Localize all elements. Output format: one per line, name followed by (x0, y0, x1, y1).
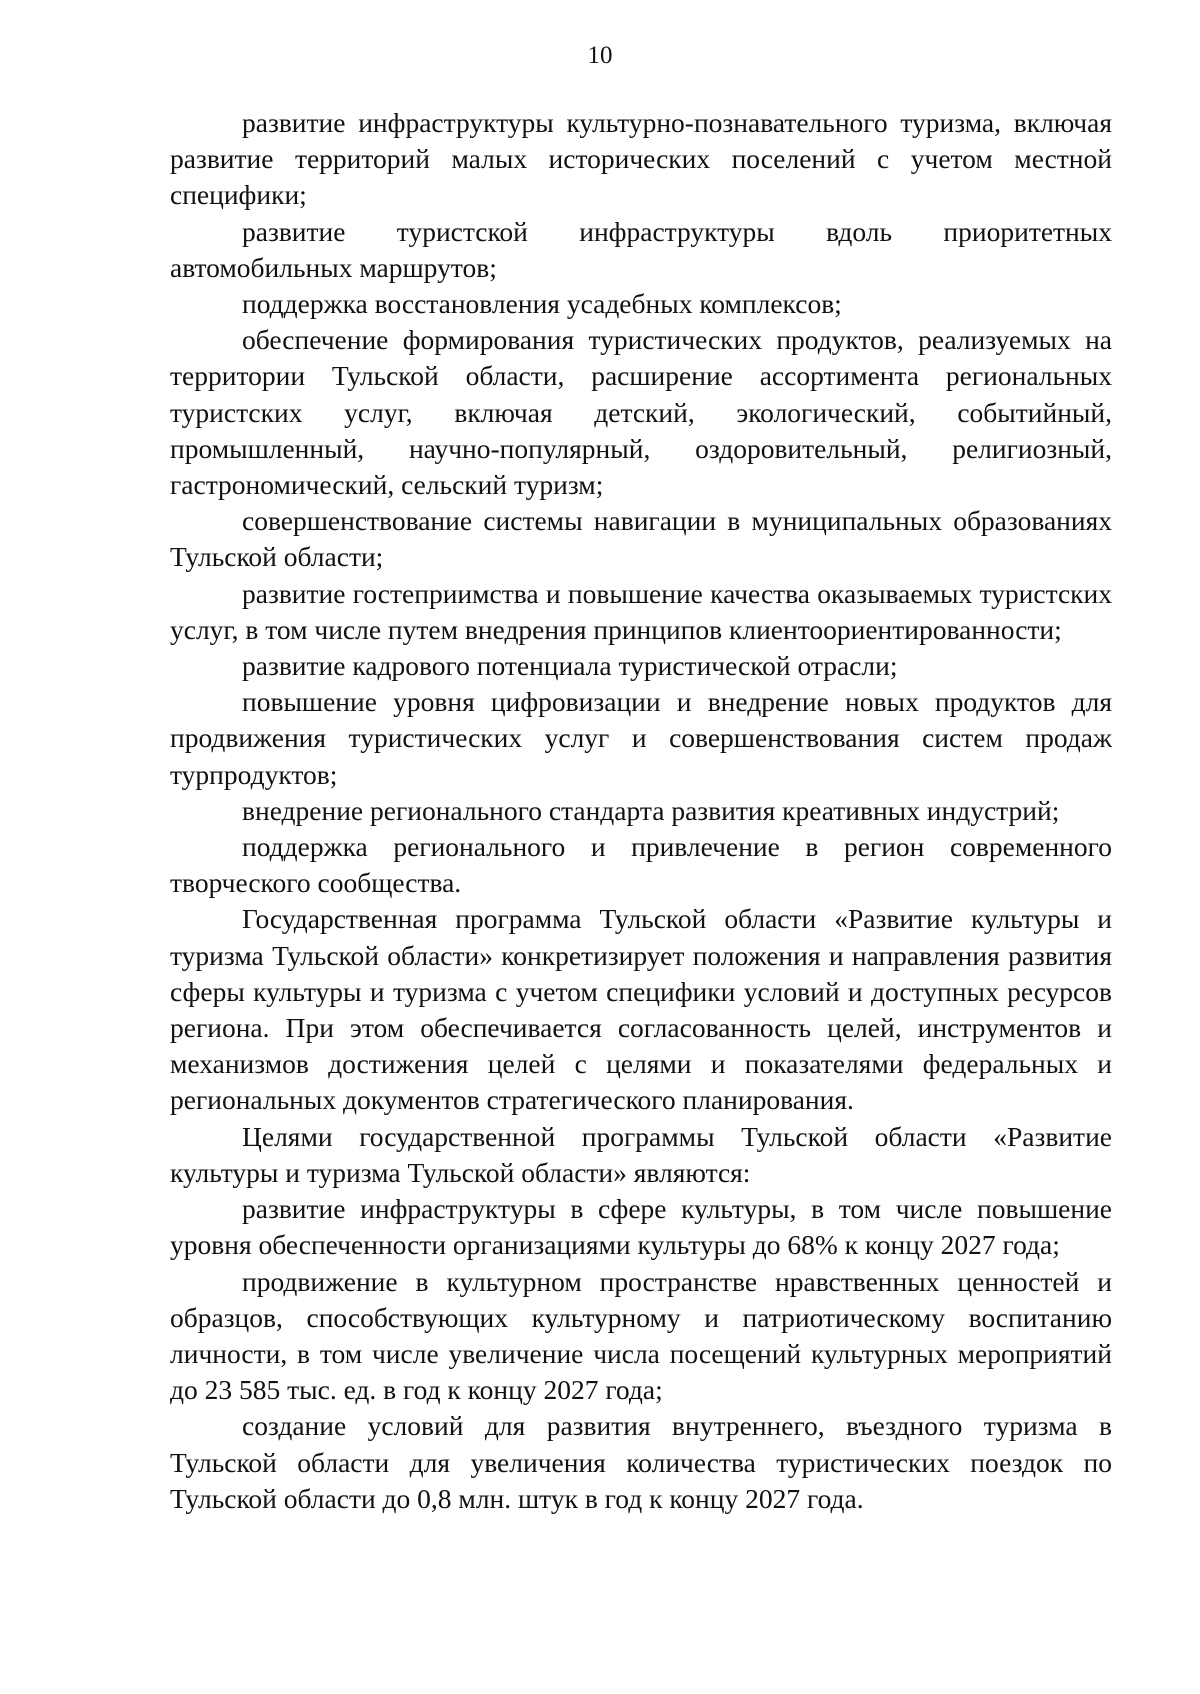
paragraph-9: внедрение регионального стандарта развития креативных индустрий; (242, 794, 1060, 826)
document-body (170, 105, 1112, 1517)
paragraph-3: поддержка восстановления усадебных комплексов; (242, 288, 842, 320)
page-number: 10 (587, 42, 613, 69)
paragraph-8: повышение уровня цифровизации и внедрение новых продуктов для продвижения туристических услуг и совершенствования систем продаж турпродуктов; (170, 686, 1112, 790)
paragraph-10: поддержка регионального и привлечение в регион современного творческого сообщества. (170, 831, 1112, 899)
paragraph-14: продвижение в культурном пространстве нравственных ценностей и образцов, способствующих культурному и патриотическому воспитанию личности, в том числе увеличение числа посещений культурных мероприятий до 23 585 тыс. ед. в год к концу 2027 года; (170, 1265, 1112, 1406)
paragraph-11: Государственная программа Тульской области «Развитие культуры и туризма Тульской области» конкретизирует положения и направления развития сферы культуры и туризма с учетом специфики условий и доступных ресурсов региона. При этом обеспечивается согласованность целей, инструментов и механизмов достижения целей с целями и показателями федеральных и региональных документов стратегического планирования. (170, 903, 1112, 1116)
paragraph-15: создание условий для развития внутреннего, въездного туризма в Тульской области для увеличения количества туристических поездок по Тульской области до 0,8 млн. штук в год к концу 2027 года. (170, 1410, 1112, 1514)
paragraph-4: обеспечение формирования туристических продуктов, реализуемых на территории Тульской области, расширение ассортимента региональных туристских услуг, включая детский, экологический, событийный, промышленный, научно-популярный, оздоровительный, религиозный, гастрономический, сельский туризм; (170, 324, 1112, 501)
paragraph-1: развитие инфраструктуры культурно-познавательного туризма, включая развитие территорий малых исторических поселений с учетом местной специфики; (170, 107, 1112, 211)
paragraph-2: развитие туристской инфраструктуры вдоль приоритетных автомобильных маршрутов; (170, 215, 1112, 283)
paragraph-13: развитие инфраструктуры в сфере культуры, в том числе повышение уровня обеспеченности организациями культуры до 68% к концу 2027 года; (170, 1193, 1112, 1261)
paragraph-7: развитие кадрового потенциала туристической отрасли; (242, 650, 898, 682)
paragraph-6: развитие гостеприимства и повышение качества оказываемых туристских услуг, в том числе путем внедрения принципов клиентоориентированности; (170, 577, 1112, 645)
paragraph-5: совершенствование системы навигации в муниципальных образованиях Тульской области; (170, 505, 1112, 573)
paragraph-12: Целями государственной программы Тульской области «Развитие культуры и туризма Тульской области» являются: (170, 1120, 1112, 1188)
